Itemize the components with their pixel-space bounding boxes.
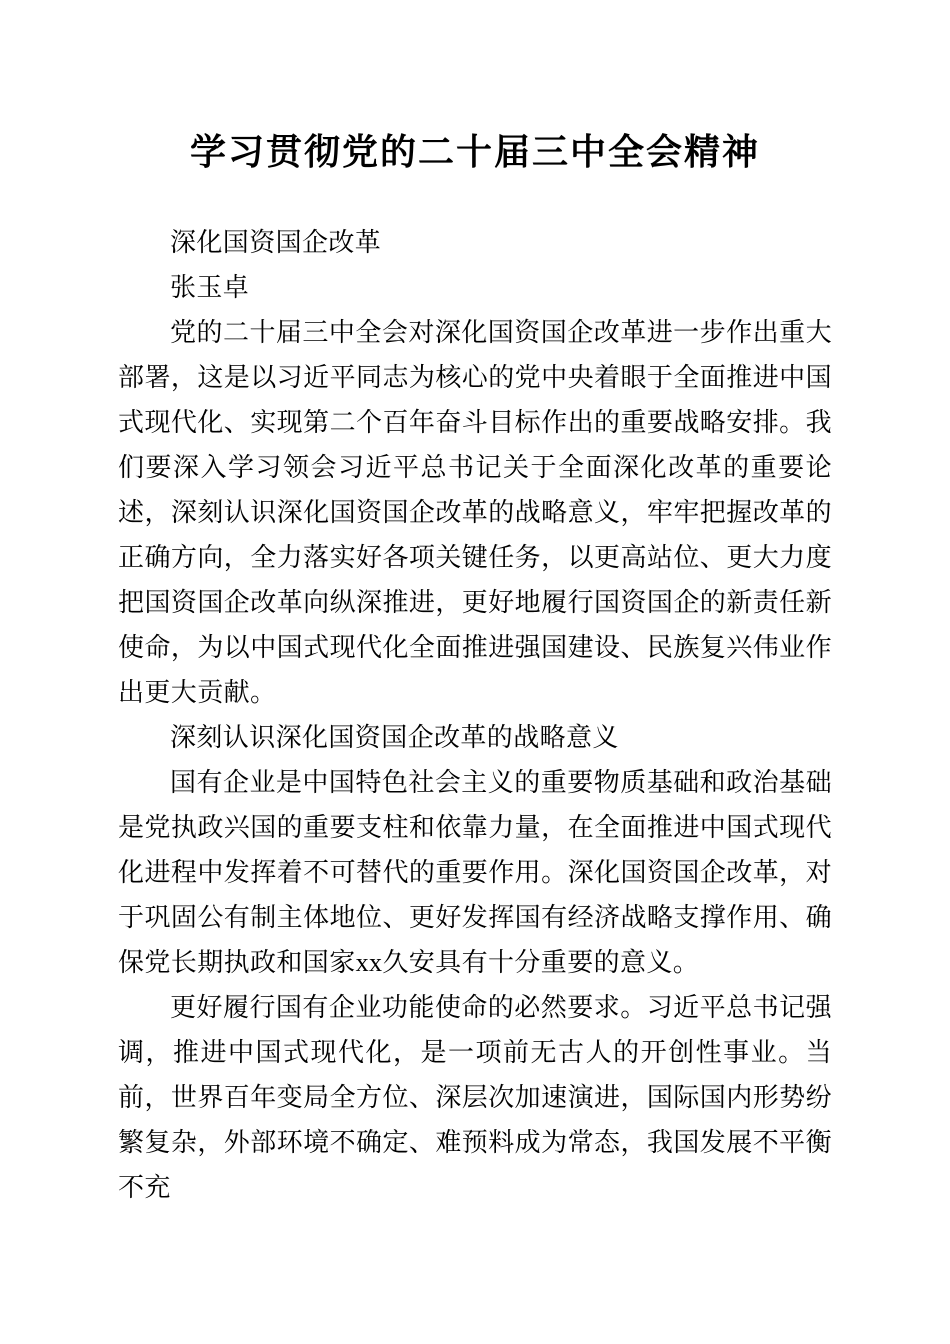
paragraph-subheading: 深刻认识深化国资国企改革的战略意义 <box>170 723 619 752</box>
paragraph-author: 张玉卓 <box>170 273 250 302</box>
paragraph-body-3: 更好履行国有企业功能使命的必然要求。习近平总书记强调，推进中国式现代化，是一项前无古人的开创性事业。当前，世界百年变局全方位、深层次加速演进，国际国内形势纷繁复杂，外部环境不确定、难预料成为常态，我国发展不平衡不充 <box>118 993 832 1202</box>
paragraph-body-2: 国有企业是中国特色社会主义的重要物质基础和政治基础是党执政兴国的重要支柱和依靠力量，在全面推进中国式现代化进程中发挥着不可替代的重要作用。深化国资国企改革，对于巩固公有制主体地位、更好发挥国有经济战略支撑作用、确保党长期执政和国家xx久安具有十分重要的意义。 <box>118 768 832 977</box>
paragraph-body-1: 党的二十届三中全会对深化国资国企改革进一步作出重大部署，这是以习近平同志为核心的党中央着眼于全面推进中国式现代化、实现第二个百年奋斗目标作出的重要战略安排。我们要深入学习领会习近平总书记关于全面深化改革的重要论述，深刻认识深化国资国企改革的战略意义，牢牢把握改革的正确方向，全力落实好各项关键任务，以更高站位、更大力度把国资国企改革向纵深推进，更好地履行国资国企的新责任新使命，为以中国式现代化全面推进强国建设、民族复兴伟业作出更大贡献。 <box>118 318 832 707</box>
paragraph-subtitle: 深化国资国企改革 <box>170 228 382 257</box>
document-title: 学习贯彻党的二十届三中全会精神 <box>189 132 760 172</box>
